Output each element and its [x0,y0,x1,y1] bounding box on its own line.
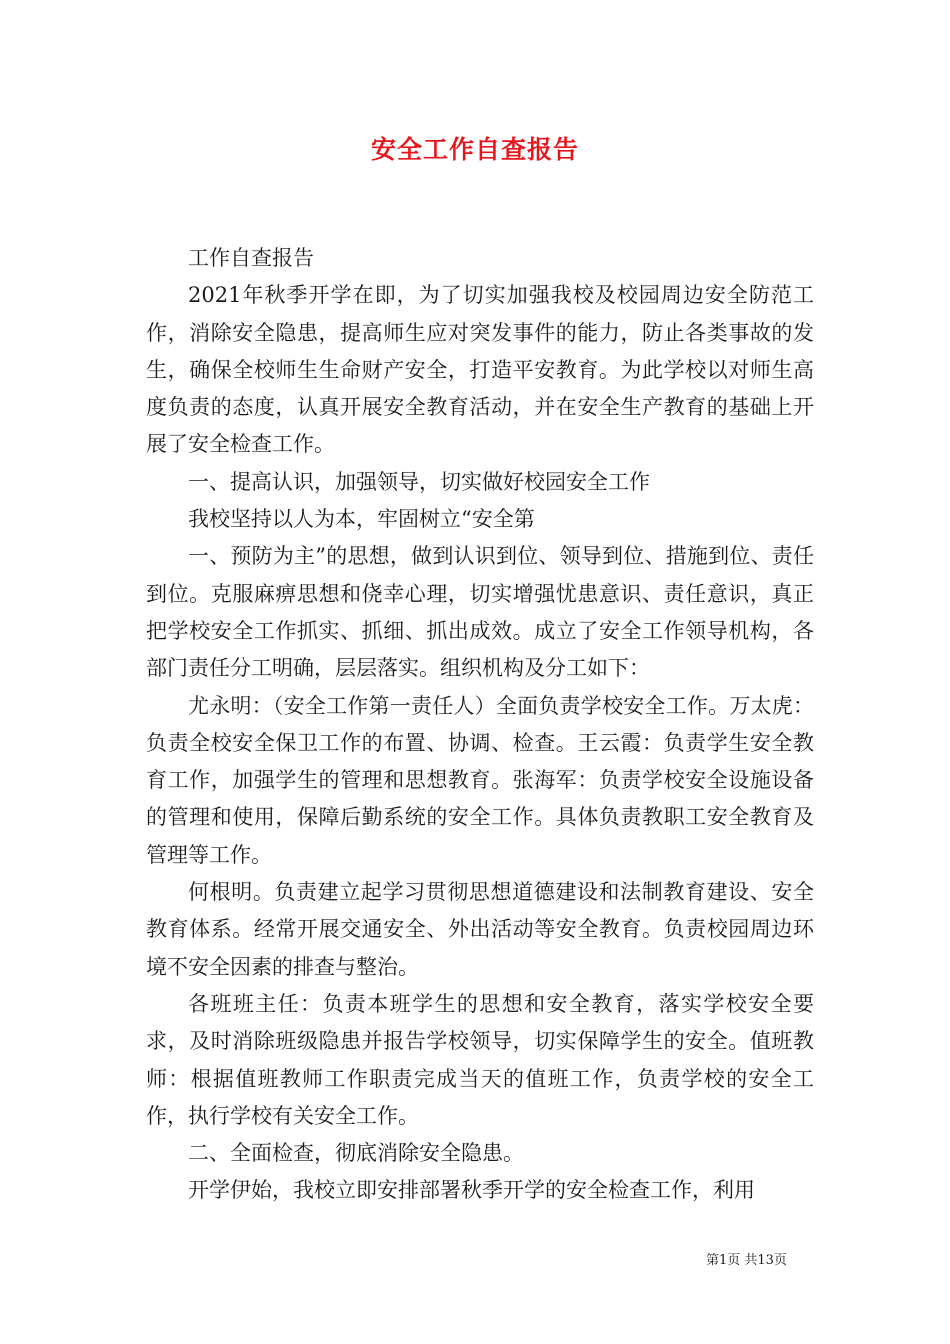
section-heading-1: 一、提高认识，加强领导，切实做好校园安全工作 [188,469,650,494]
paragraph: 开学伊始，我校立即安排部署秋季开学的安全检查工作，利用 [188,1178,755,1203]
document-title: 安全工作自查报告 [370,135,579,164]
paragraph: 各班班主任：负责本班学生的思想和安全教育，落实学校安全要求，及时消除班级隐患并报告学校领导，切实保障学生的安全。值班教师：根据值班教师工作职责完成当天的值班工作，负责学校的安全工作，执行学校有关安全工作。 [146,991,814,1128]
section-heading-2: 二、全面检查，彻底消除安全隐患。 [188,1141,524,1166]
paragraph-subtitle: 工作自查报告 [188,246,314,270]
paragraph-intro: 2021年秋季开学在即，为了切实加强我校及校园周边安全防范工作，消除安全隐患，提高师生应对突发事件的能力，防止各类事故的发生，确保全校师生生命财产安全，打造平安教育。为此学校以对师生高度负责的态度，认真开展安全教育活动，并在安全生产教育的基础上开展了安全检查工作。 [146,283,814,457]
paragraph: 我校坚持以人为本，牢固树立“安全第 [188,507,535,532]
paragraph: 一、预防为主”的思想，做到认识到位、领导到位、措施到位、责任到位。克服麻痹思想和侥幸心理，切实增强忧患意识、责任意识，真正把学校安全工作抓实、抓细、抓出成效。成立了安全工作领导机构，各部门责任分工明确，层层落实。组织机构及分工如下： [146,544,814,681]
paragraph: 何根明。负责建立起学习贯彻思想道德建设和法制教育建设、安全教育体系。经常开展交通安全、外出活动等安全教育。负责校园周边环境不安全因素的排查与整治。 [146,880,814,979]
page-number-footer: 第1页 共13页 [706,1253,787,1268]
document-body [146,240,814,1210]
paragraph: 尤永明：（安全工作第一责任人）全面负责学校安全工作。万太虎：负责全校安全保卫工作的布置、协调、检查。王云霞：负责学生安全教育工作，加强学生的管理和思想教育。张海军：负责学校安全设施设备的管理和使用，保障后勤系统的安全工作。具体负责教职工安全教育及管理等工作。 [146,693,814,867]
